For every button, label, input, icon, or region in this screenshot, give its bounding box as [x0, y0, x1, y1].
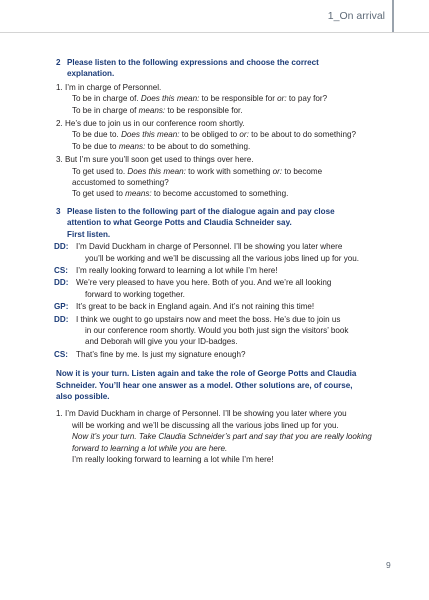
a-text: To get used to	[72, 189, 126, 199]
section-3-heading	[56, 206, 394, 240]
a-italic: means:	[118, 141, 146, 151]
a-text: to be about to do something.	[145, 141, 251, 151]
page-number: 9	[386, 560, 391, 570]
section-2-item-3	[56, 154, 394, 200]
item-phrase: He’s due to join us in our conference room shortly.	[65, 119, 245, 129]
item-number: 1.	[56, 82, 63, 92]
example-answer: I’m really looking forward to learning a lot while I’m here!	[72, 455, 274, 464]
item-question-wrap: accustomed to something?	[72, 178, 169, 188]
q-italic: Does this mean:	[121, 130, 180, 140]
section-3-heading-line-2: attention to what George Potts and Claudia Schneider say.	[67, 218, 292, 228]
q-text: to pay for?	[286, 94, 328, 104]
item-answer	[63, 105, 394, 116]
example-instruction: Now it’s your turn. Take Claudia Schneider’s part and say that you are really looking	[72, 432, 372, 442]
header-rule	[0, 32, 429, 33]
section-3-heading-line-1: Please listen to the following part of the dialogue again and pay close	[67, 206, 335, 216]
dialogue-line	[56, 241, 394, 264]
item-question	[63, 166, 394, 177]
task-heading-line-2: Schneider. You’ll hear one answer as a model. Other solutions are, of course,	[56, 380, 353, 390]
example-line: will be working and we’ll be discussing all the various jobs lined up for you.	[72, 420, 339, 430]
dialogue-text: you’ll be working and we’ll be discussing all the various jobs lined up for you.	[85, 253, 359, 263]
section-2-item-2	[56, 118, 394, 152]
q-text: to be obliged to	[179, 130, 240, 140]
speaker-label: DD:	[54, 242, 69, 252]
section-3-number: 3	[56, 206, 61, 216]
section-2-heading-line-1: Please listen to the following expressions and choose the correct	[67, 58, 319, 67]
item-question	[63, 129, 394, 140]
example-line: I’m David Duckham in charge of Personnel. I’ll be showing you later where you	[65, 409, 347, 419]
a-text: To be due to	[72, 141, 119, 151]
dialogue-line	[56, 349, 394, 360]
section-2-heading	[56, 57, 394, 80]
dialogue-text: I think we ought to go upstairs now and meet the boss. He’s due to join us	[76, 314, 341, 324]
item-number: 2.	[56, 119, 63, 129]
header-accent-bar	[392, 0, 394, 32]
dialogue-text: and Deborah will give you your ID-badges.	[85, 337, 238, 347]
item-number: 3.	[56, 155, 63, 165]
dialogue-text: That’s fine by me. Is just my signature enough?	[76, 349, 246, 359]
dialogue-text: It’s great to be back in England again. And it’s not raining this time!	[76, 302, 315, 312]
page-content	[56, 57, 394, 465]
q-text: to be responsible for	[199, 94, 278, 104]
dialogue-text: forward to working together.	[85, 289, 185, 299]
task-heading-line-3: also possible.	[56, 391, 110, 401]
q-italic: Does this mean:	[127, 166, 186, 176]
q-italic: Does this mean:	[140, 94, 200, 104]
speaker-label: CS:	[54, 349, 68, 359]
section-2-heading-line-2: explanation.	[67, 69, 115, 79]
item-answer	[63, 141, 394, 152]
q-italic: or:	[239, 130, 249, 140]
q-text: to work with something	[185, 166, 273, 176]
q-italic: or:	[272, 166, 283, 176]
dialogue-text: I’m David Duckham in charge of Personnel. I’ll be showing you later where	[76, 242, 343, 252]
q-italic: or:	[277, 94, 287, 104]
q-text: To be due to.	[72, 130, 122, 140]
q-text: To get used to.	[72, 166, 128, 176]
section-2-number: 2	[56, 58, 61, 67]
task-example	[56, 408, 394, 465]
example-number: 1.	[56, 409, 63, 419]
item-answer	[63, 188, 394, 199]
q-text: to be about to do something?	[248, 130, 356, 140]
speaker-label: DD:	[54, 314, 69, 324]
item-phrase: But I’m sure you’ll soon get used to things over here.	[65, 155, 254, 165]
dialogue-line	[56, 265, 394, 276]
dialogue-text: We’re very pleased to have you here. Both of you. And we’re all looking	[76, 278, 332, 288]
item-question	[63, 93, 394, 104]
a-italic: means:	[125, 189, 152, 199]
task-heading	[56, 368, 394, 402]
a-text: to be responsible for.	[165, 105, 243, 115]
chapter-title: 1_On arrival	[327, 10, 385, 22]
item-phrase: I’m in charge of Personnel.	[65, 82, 162, 92]
a-text: to become accustomed to something.	[151, 189, 289, 199]
q-text: to become	[282, 166, 323, 176]
section-2-item-1	[56, 82, 394, 116]
dialogue-line	[56, 314, 394, 348]
dialogue-line	[56, 277, 394, 300]
dialogue-line	[56, 301, 394, 312]
speaker-label: CS:	[54, 265, 68, 275]
example-instruction: forward to learning a lot while you are here.	[72, 443, 228, 453]
section-3-heading-line-3: First listen.	[67, 229, 111, 239]
a-text: To be in charge of	[72, 105, 139, 115]
q-text: To be in charge of.	[72, 94, 141, 104]
dialogue-text: I’m really looking forward to learning a lot while I’m here!	[76, 265, 278, 275]
speaker-label: DD:	[54, 278, 69, 288]
dialogue-text: in our conference room shortly. Would you both just sign the visitors’ book	[85, 325, 349, 335]
task-heading-line-1: Now it is your turn. Listen again and take the role of George Potts and Claudia	[56, 369, 357, 379]
speaker-label: GP:	[54, 302, 69, 312]
a-italic: means:	[138, 105, 166, 115]
